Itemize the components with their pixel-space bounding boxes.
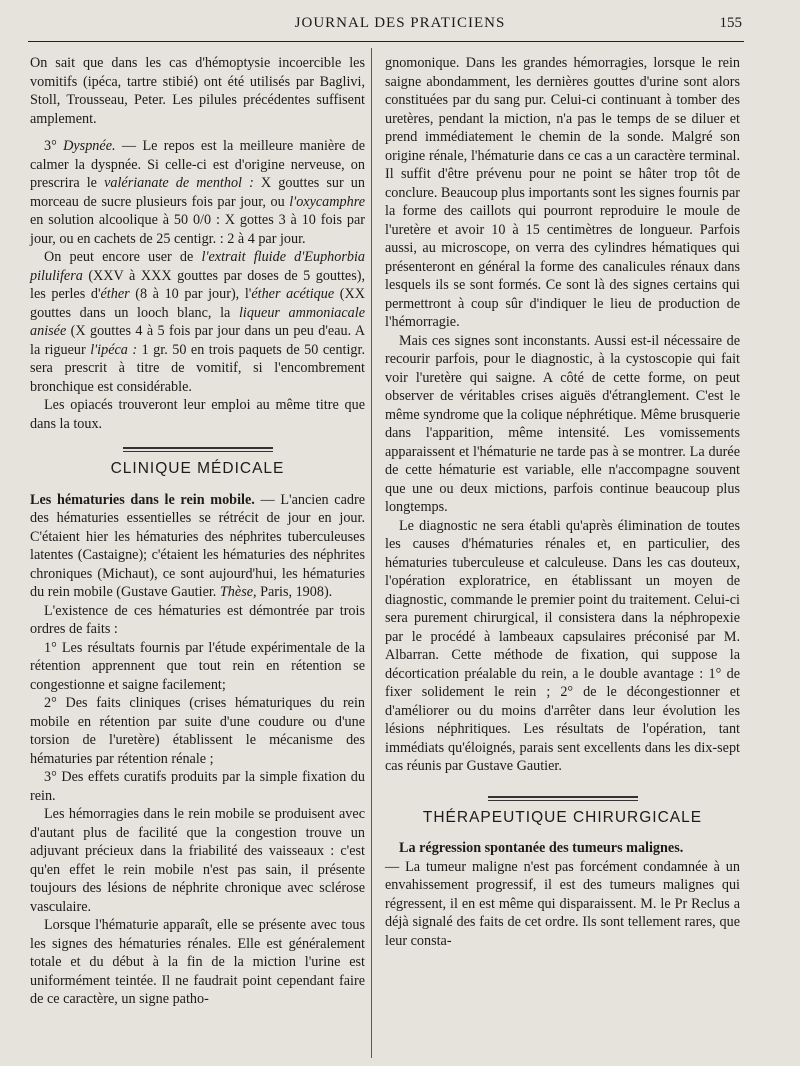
paragraph: Les hémorragies dans le rein mobile se produisent avec d'autant plus de facilité que la congestion trouve un adjuvant précieux dans la friabilité des vaisseaux : c'est qu'en effet le rein mobile n'est pas sain, il présente toujours des lésions de néphrite chronique avec sclérose vasculaire. bbox=[30, 806, 365, 915]
article-title-hematuries: Les hématuries dans le rein mobile. bbox=[30, 491, 255, 508]
paragraph: Mais ces signes sont inconstants. Aussi est-il nécessaire de recourir parfois, pour le diagnostic, à la cystoscopie qui fait voir l'uretère qui saigne. A côté de cette forme, on peut observer de véritables crises aiguës d'étranglement. C'est le même syndrome que la colique néphrétique. Même brusquerie dans l'apparition, même intensité. Les vomissements apparaissent et l'hématurie ne tarde pas à se montrer. La durée de cette hématurie est variable, elle n'accompagne souvent que une ou deux mictions, parfois continue beaucoup plus longtemps. bbox=[385, 332, 740, 515]
right-column bbox=[385, 54, 740, 950]
paragraph: 3° Des effets curatifs produits par la simple fixation du rein. bbox=[30, 769, 365, 804]
header-rule bbox=[28, 41, 744, 42]
left-column bbox=[30, 54, 365, 1009]
paragraph: Les opiacés trouveront leur emploi au même titre que dans la toux. bbox=[30, 397, 365, 432]
section-title-clinique: CLINIQUE MÉDICALE bbox=[110, 460, 285, 477]
section-rule bbox=[123, 447, 273, 452]
page-header bbox=[0, 0, 800, 42]
section-title-therapeutique: THÉRAPEUTIQUE CHIRURGICALE bbox=[422, 808, 703, 826]
running-title: JOURNAL DES PRATICIENS bbox=[294, 15, 506, 31]
section-rule bbox=[488, 796, 638, 801]
paragraph: gnomonique. Dans les grandes hémorragies, lorsque le rein saigne abondamment, les dernières gouttes d'urine sont alors constituées par du sang pur. Celui-ci continuant à tomber des uretères, pendant la miction, n'a pas le temps de se diluer et prend immédiatement le chemin de la sonde. Malgré son origine rénale, l'hématurie dans ce cas a un caractère terminal. Il suffit d'être prévenu pour ne point se hâter trop tôt de conclure. Beaucoup plus importants sont les signes fournis par la forme des caillots qui pourront reproduire le moule de l'uretère et avoir 10 à 15 centimètres de longueur. Parfois aussi, au microscope, on verra des cylindres hématiques qui présenteront en général la forme des canalicules rénaux dans lesquels ils se sont formés. Ce sont là des signes certains qui permettront à coup sûr d'indiquer le lieu de production de l'hémorragie. bbox=[385, 55, 741, 330]
column-divider bbox=[371, 48, 372, 1058]
paragraph-dyspnee: 3° Dyspnée. — Le repos est la meilleure manière de calmer la dyspnée. Si celle-ci est d'origine nerveuse, on prescrira le valérianate de menthol : X gouttes sur un morceau de sucre plusieurs fois par jour, ou l'oxycamphre en solution alcoolique à 50 0/0 : X gottes 3 à 10 fois par jour, ou en cachets de 25 centigr. : 2 à 4 par jour. bbox=[30, 138, 365, 247]
paragraph-euphorbia: On peut encore user de l'extrait fluide d'Euphorbia pilulifera (XXV à XXX gouttes par doses de 5 gouttes), les perles d'éther (8 à 10 par jour), l'éther acétique (XX gouttes dans un looch blanc, la liqueur ammoniacale anisée (X gouttes 4 à 5 fois par jour dans un peu d'eau. A la rigueur l'ipéca : 1 gr. 50 en trois paquets de 50 centigr. sera prescrit à titre de vomitif, si l'encombrement bronchique est considérable. bbox=[30, 249, 366, 395]
article-title-tumeurs: La régression spontanée des tumeurs malignes. bbox=[399, 840, 684, 856]
paragraph: 1° Les résultats fournis par l'étude expérimentale de la rétention apprennent que tout rein en rétention se congestionne et saigne facilement; bbox=[30, 639, 365, 693]
page-number: 155 bbox=[719, 15, 742, 31]
paragraph: On sait que dans les cas d'hémoptysie incoercible les vomitifs (ipéca, tartre stibié) ont été utilisés par Baglivi, Stoll, Trousseau, Peter. Les pilules précédentes suffisent amplement. bbox=[30, 55, 365, 127]
paragraph: L'existence de ces hématuries est démontrée par trois ordres de faits : bbox=[30, 602, 365, 637]
paragraph: Lorsque l'hématurie apparaît, elle se présente avec tous les signes des hématuries rénales. Elle est généralement totale et du début à la fin de la miction l'urine est uniformément teintée. Il ne faudrait point cependant faire de ce caractère, un signe patho- bbox=[30, 917, 365, 1007]
paragraph: Le diagnostic ne sera établi qu'après élimination de toutes les causes d'hématuries rénales et, en particulier, des hématuries tuberculeuse et calculeuse. Dans les cas douteux, l'opération exploratrice, en établissant un moyen de diagnostic, commande le premier point du traitement. Celui-ci sera purement chirurgical, il consistera dans la néphropexie par le procédé à lambeaux capsulaires préconisé par M. Albarran. Cette méthode de fixation, qui suppose la décortication préalable du rein, a le double avantage : 1° de fixer solidement le rein ; 2° de le décongestionner et d'améliorer ou du moins d'arrêter dans leur évolution les lésions néphritiques. Les résultats de l'opération, tant immédiats qu'éloignés, parais sent excellents dans les dix-sept cas réunis par Gustave Gautier. bbox=[385, 517, 740, 774]
article-paragraph: Les hématuries dans le rein mobile. — L'ancien cadre des hématuries essentielles se rétrécit de jour en jour. C'étaient hier les hématuries des néphrites tuberculeuses latentes (Castaigne); c'étaient les hématuries des néphrites chroniques (Michaut), ce sont aujourd'hui, les hématuries du rein mobile (Gustave Gautier. Thèse, Paris, 1908). bbox=[30, 491, 366, 600]
paragraph: 2° Des faits cliniques (crises hématuriques du rein mobile en rétention par suite d'une coudure ou d'une torsion de l'uretère) établissent le mécanisme des hématuries par rétention rénale ; bbox=[30, 695, 365, 767]
paragraph: — La tumeur maligne n'est pas forcément condamnée à un envahissement progressif, il est des tumeurs malignes qui régressent, il en est même qui disparaissent. M. le Pr Reclus a déjà signalé des faits de cet ordre. Ils sont tellement rares, que leur consta- bbox=[385, 858, 740, 949]
